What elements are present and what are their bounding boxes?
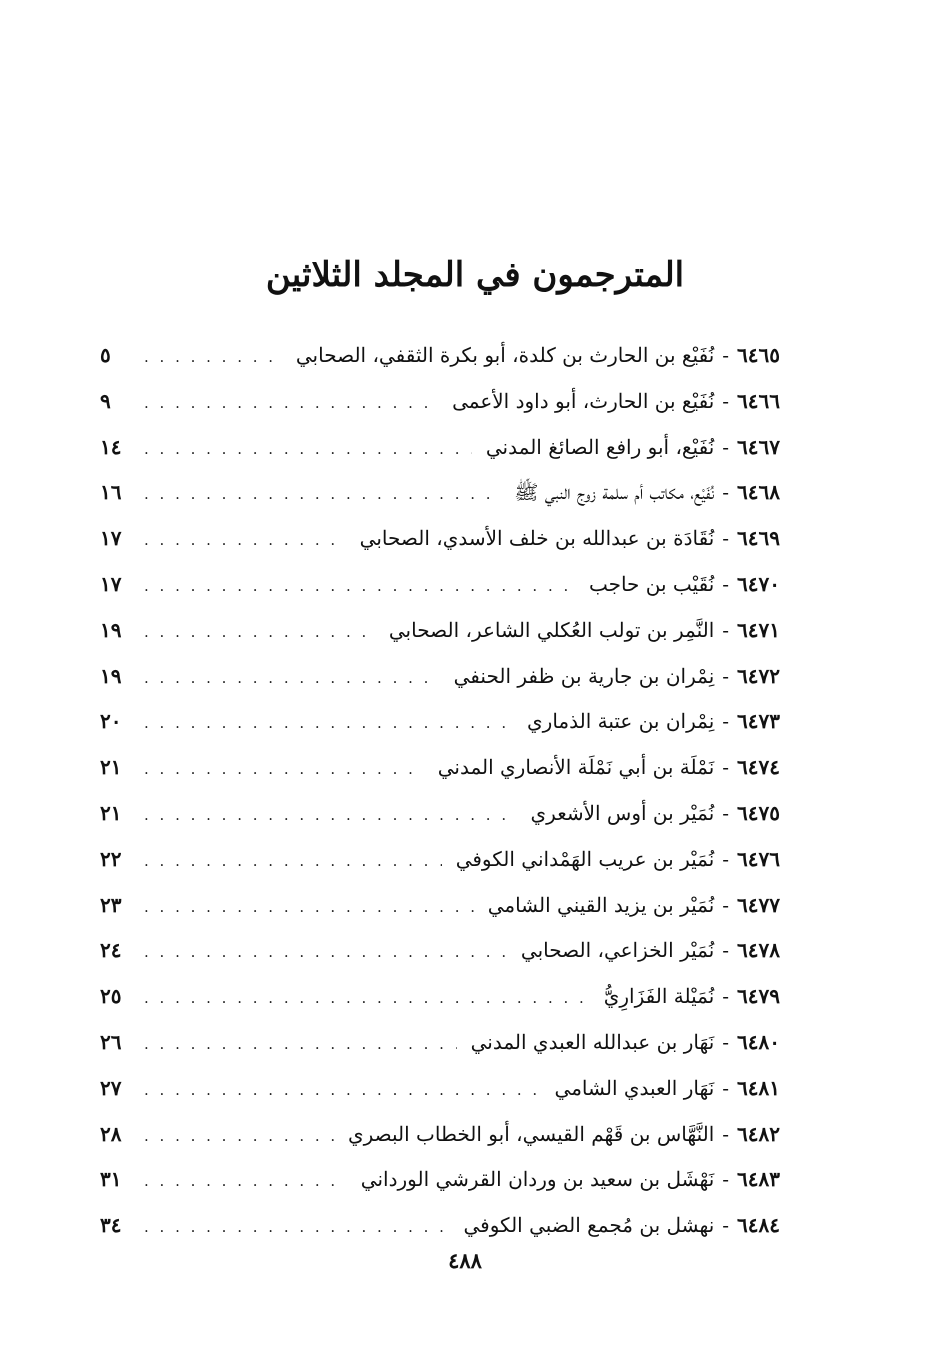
entry-page: ٢٦ (100, 1029, 122, 1054)
entry-page: ٥ (100, 343, 111, 367)
page-number: ٤٨٨ (448, 1248, 482, 1273)
entry-name: نهشل بن مُجمع الضبي الكوفي (463, 1213, 715, 1238)
entry-number: ٦٤٨٢ (737, 1121, 780, 1146)
toc-entry (100, 699, 780, 745)
toc-entry (100, 745, 780, 791)
entry-page: ٢١ (100, 755, 122, 780)
entry-page: ٢٢ (100, 846, 122, 871)
entry-name: نُمَيْر بن أوس الأشعري (530, 800, 715, 825)
entry-number: ٦٤٦٩ (737, 526, 780, 551)
dot-leader (144, 839, 442, 885)
toc-entry (100, 608, 780, 654)
toc-entry (100, 974, 780, 1020)
entry-page: ٢٠ (100, 709, 122, 734)
entry-page: ٩ (100, 388, 111, 413)
entry-name: نَهَار بن عبدالله العبدي المدني (470, 1029, 715, 1054)
dot-leader (144, 472, 500, 518)
entry-number: ٦٤٦٦ (737, 388, 780, 413)
toc-entry (100, 379, 780, 425)
dot-leader (144, 1068, 541, 1114)
entry-number: ٦٤٨٣ (737, 1167, 780, 1192)
entry-number: ٦٤٨١ (737, 1075, 780, 1100)
entry-dash: - (722, 663, 730, 688)
entry-name: نُمَيْر بن عريب الهَمْداني الكوفي (455, 846, 715, 871)
entry-page: ١٧ (100, 526, 122, 551)
entry-dash: - (722, 709, 730, 734)
entry-dash: - (722, 938, 730, 963)
dot-leader (144, 564, 575, 610)
entry-page: ١٩ (100, 663, 122, 688)
toc-entry (100, 562, 780, 608)
dot-leader (144, 976, 590, 1022)
entry-number: ٦٤٧٢ (737, 663, 780, 688)
dot-leader (144, 1022, 457, 1068)
toc-entry (100, 1112, 780, 1158)
dot-leader (144, 885, 474, 931)
dot-leader (144, 701, 513, 747)
entry-dash: - (722, 1029, 730, 1054)
entry-number: ٦٤٧٤ (737, 755, 780, 780)
page-title: المترجمون في المجلد الثلاثين (265, 255, 685, 295)
entry-dash: - (722, 434, 730, 459)
entry-name: نَهَار العبدي الشامي (554, 1075, 715, 1100)
entry-page: ١٦ (100, 480, 122, 505)
dot-leader (144, 656, 440, 702)
toc-entry (100, 837, 780, 883)
dot-leader (144, 518, 346, 564)
entry-number: ٦٤٧١ (737, 617, 780, 642)
entry-dash: - (722, 846, 730, 871)
entry-page: ٢١ (100, 800, 122, 825)
dot-leader (144, 747, 424, 793)
entry-name: نِمْران بن جارية بن ظفر الحنفي (453, 663, 715, 688)
entry-name: نُمَيْر بن يزيد القيني الشامي (487, 892, 715, 917)
entry-dash: - (722, 1121, 730, 1146)
entry-name: نُمَيْلة الفَزَارِيُّ (603, 984, 715, 1009)
dot-leader (144, 1205, 449, 1251)
toc-entry (100, 333, 780, 379)
entry-number: ٦٤٨٤ (737, 1213, 780, 1238)
dot-leader (144, 381, 438, 427)
entry-page: ٢٣ (100, 892, 122, 917)
entry-number: ٦٤٧٩ (737, 984, 780, 1009)
entry-page: ٣٤ (100, 1213, 122, 1238)
entry-number: ٦٤٦٥ (737, 343, 780, 367)
dot-leader (144, 1159, 347, 1205)
toc-entry (100, 791, 780, 837)
entry-page: ١٧ (100, 571, 122, 596)
entry-page: ٢٧ (100, 1075, 122, 1100)
entry-name: نَمْلَة بن أبي نَمْلَة الأنصاري المدني (437, 755, 715, 780)
entry-number: ٦٤٦٨ (737, 480, 780, 505)
toc-entry (100, 470, 780, 516)
entry-dash: - (722, 1167, 730, 1192)
entry-number: ٦٤٧٠ (737, 571, 780, 596)
dot-leader (144, 930, 507, 976)
entry-dash: - (722, 800, 730, 825)
entry-dash: - (722, 1213, 730, 1238)
toc-entry (100, 1203, 780, 1249)
entry-page: ٢٤ (100, 938, 122, 963)
entry-name: النَّهَّاس بن قَهْم القيسي، أبو الخطاب البصري (347, 1121, 715, 1146)
entry-page: ٢٥ (100, 984, 122, 1009)
entry-number: ٦٤٦٧ (737, 434, 780, 459)
entry-dash: - (722, 526, 730, 551)
toc-entry (100, 883, 780, 929)
dot-leader (144, 610, 375, 656)
entry-name: نُفَيْع، أبو رافع الصائغ المدني (485, 434, 715, 459)
dot-leader (144, 427, 472, 473)
entry-name: نُفَيْع بن الحارث، أبو داود الأعمى (452, 388, 715, 413)
entry-dash: - (722, 343, 730, 367)
toc-list (100, 333, 780, 1249)
entry-name: نُقَادَة بن عبدالله بن خلف الأسدي، الصحابي (359, 526, 715, 551)
toc-entry (100, 654, 780, 700)
entry-name: نُقَيْب بن حاجب (588, 571, 715, 596)
entry-dash: - (722, 571, 730, 596)
entry-dash: - (722, 984, 730, 1009)
entry-name: نُمَيْر الخزاعي، الصحابي (520, 938, 715, 963)
dot-leader (144, 335, 282, 381)
dot-leader (144, 1114, 334, 1160)
entry-name: نُفَيْع، مكاتب أم سلمة زوج النبي ﷺ (514, 480, 715, 505)
toc-entry (100, 516, 780, 562)
toc-entry (100, 425, 780, 471)
toc-entry (100, 928, 780, 974)
entry-number: ٦٤٧٦ (737, 846, 780, 871)
toc-entry (100, 1157, 780, 1203)
entry-page: ٣١ (100, 1167, 122, 1192)
entry-page: ١٩ (100, 617, 122, 642)
entry-dash: - (722, 388, 730, 413)
entry-name: نَهْشَل بن سعيد بن وردان القرشي الورداني (360, 1167, 715, 1192)
entry-name: النَّمِر بن تولب العُكلي الشاعر، الصحابي (388, 617, 715, 642)
entry-dash: - (722, 892, 730, 917)
entry-name: نِمْران بن عتبة الذماري (527, 709, 715, 734)
entry-page: ٢٨ (100, 1121, 122, 1146)
dot-leader (144, 793, 517, 839)
entry-number: ٦٤٨٠ (737, 1029, 780, 1054)
entry-dash: - (722, 1075, 730, 1100)
toc-entry (100, 1066, 780, 1112)
toc-entry (100, 1020, 780, 1066)
entry-dash: - (722, 617, 730, 642)
entry-number: ٦٤٧٨ (737, 938, 780, 963)
entry-number: ٦٤٧٣ (737, 709, 780, 734)
entry-name: نُفَيْع بن الحارث بن كلدة، أبو بكرة الثقفي، الصحابي (295, 343, 715, 367)
entry-dash: - (722, 480, 730, 505)
entry-page: ١٤ (100, 434, 122, 459)
entry-number: ٦٤٧٥ (737, 800, 780, 825)
entry-number: ٦٤٧٧ (737, 892, 780, 917)
entry-dash: - (722, 755, 730, 780)
